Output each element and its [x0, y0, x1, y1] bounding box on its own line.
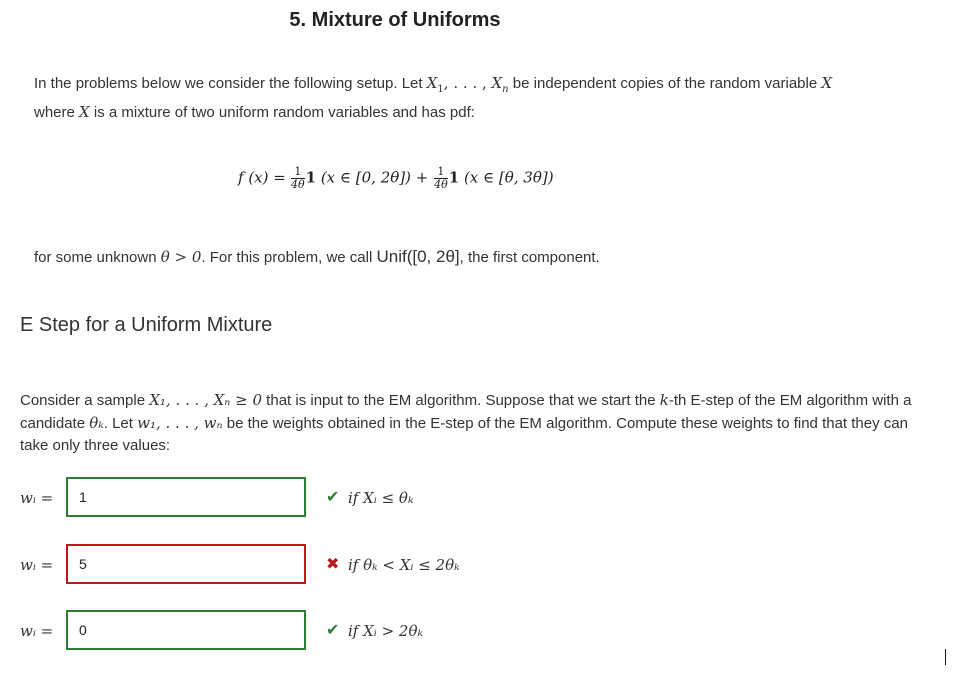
condition-text: if Xᵢ > 2θₖ [348, 622, 423, 640]
weight-label: wᵢ = [20, 489, 54, 507]
answer-input-3[interactable]: 0 [66, 610, 306, 650]
section-title: E Step for a Uniform Mixture [20, 314, 273, 336]
condition-text: if Xᵢ ≤ θₖ [348, 489, 414, 507]
cross-icon: ✖ [326, 556, 340, 573]
problem-statement: Consider a sample X₁, . . . , Xₙ ≥ 0 that is input to the EM algorithm. Suppose that we start the k-th E-step of the EM algorithm with a candidate θₖ. Let w₁, . . . , wₙ be the weights obtained in the E-step of the EM algorithm. Compute these weights to find that they can take only three values: [20, 391, 912, 454]
checkmark-icon: ✔ [326, 489, 340, 506]
checkmark-icon: ✔ [326, 622, 340, 639]
pdf-formula: f (x) = $\frac{1}{4\theta}$ 1 (x ∈ [0, 2θ]) + $\frac{1}{4\theta}$ 1 (x ∈ [θ, 3θ]) [238, 165, 554, 191]
answer-input-2[interactable]: 5 [66, 544, 306, 584]
weight-label: wᵢ = [20, 622, 54, 640]
page-title: 5. Mixture of Uniforms [289, 9, 501, 31]
text-cursor [945, 649, 946, 665]
answer-input-1[interactable]: 1 [66, 477, 306, 517]
component-definition: for some unknown θ > 0. For this problem, we call Unif([0, 2θ], the first component. [34, 247, 600, 266]
weight-label: wᵢ = [20, 556, 54, 574]
condition-text: if θₖ < Xᵢ ≤ 2θₖ [348, 556, 460, 574]
intro-paragraph: In the problems below we consider the following setup. Let $X_1$, . . . , $X_n$ be independent copies of the random variable X where X is a mixture of two uniform random variables and has pdf: [34, 74, 833, 121]
